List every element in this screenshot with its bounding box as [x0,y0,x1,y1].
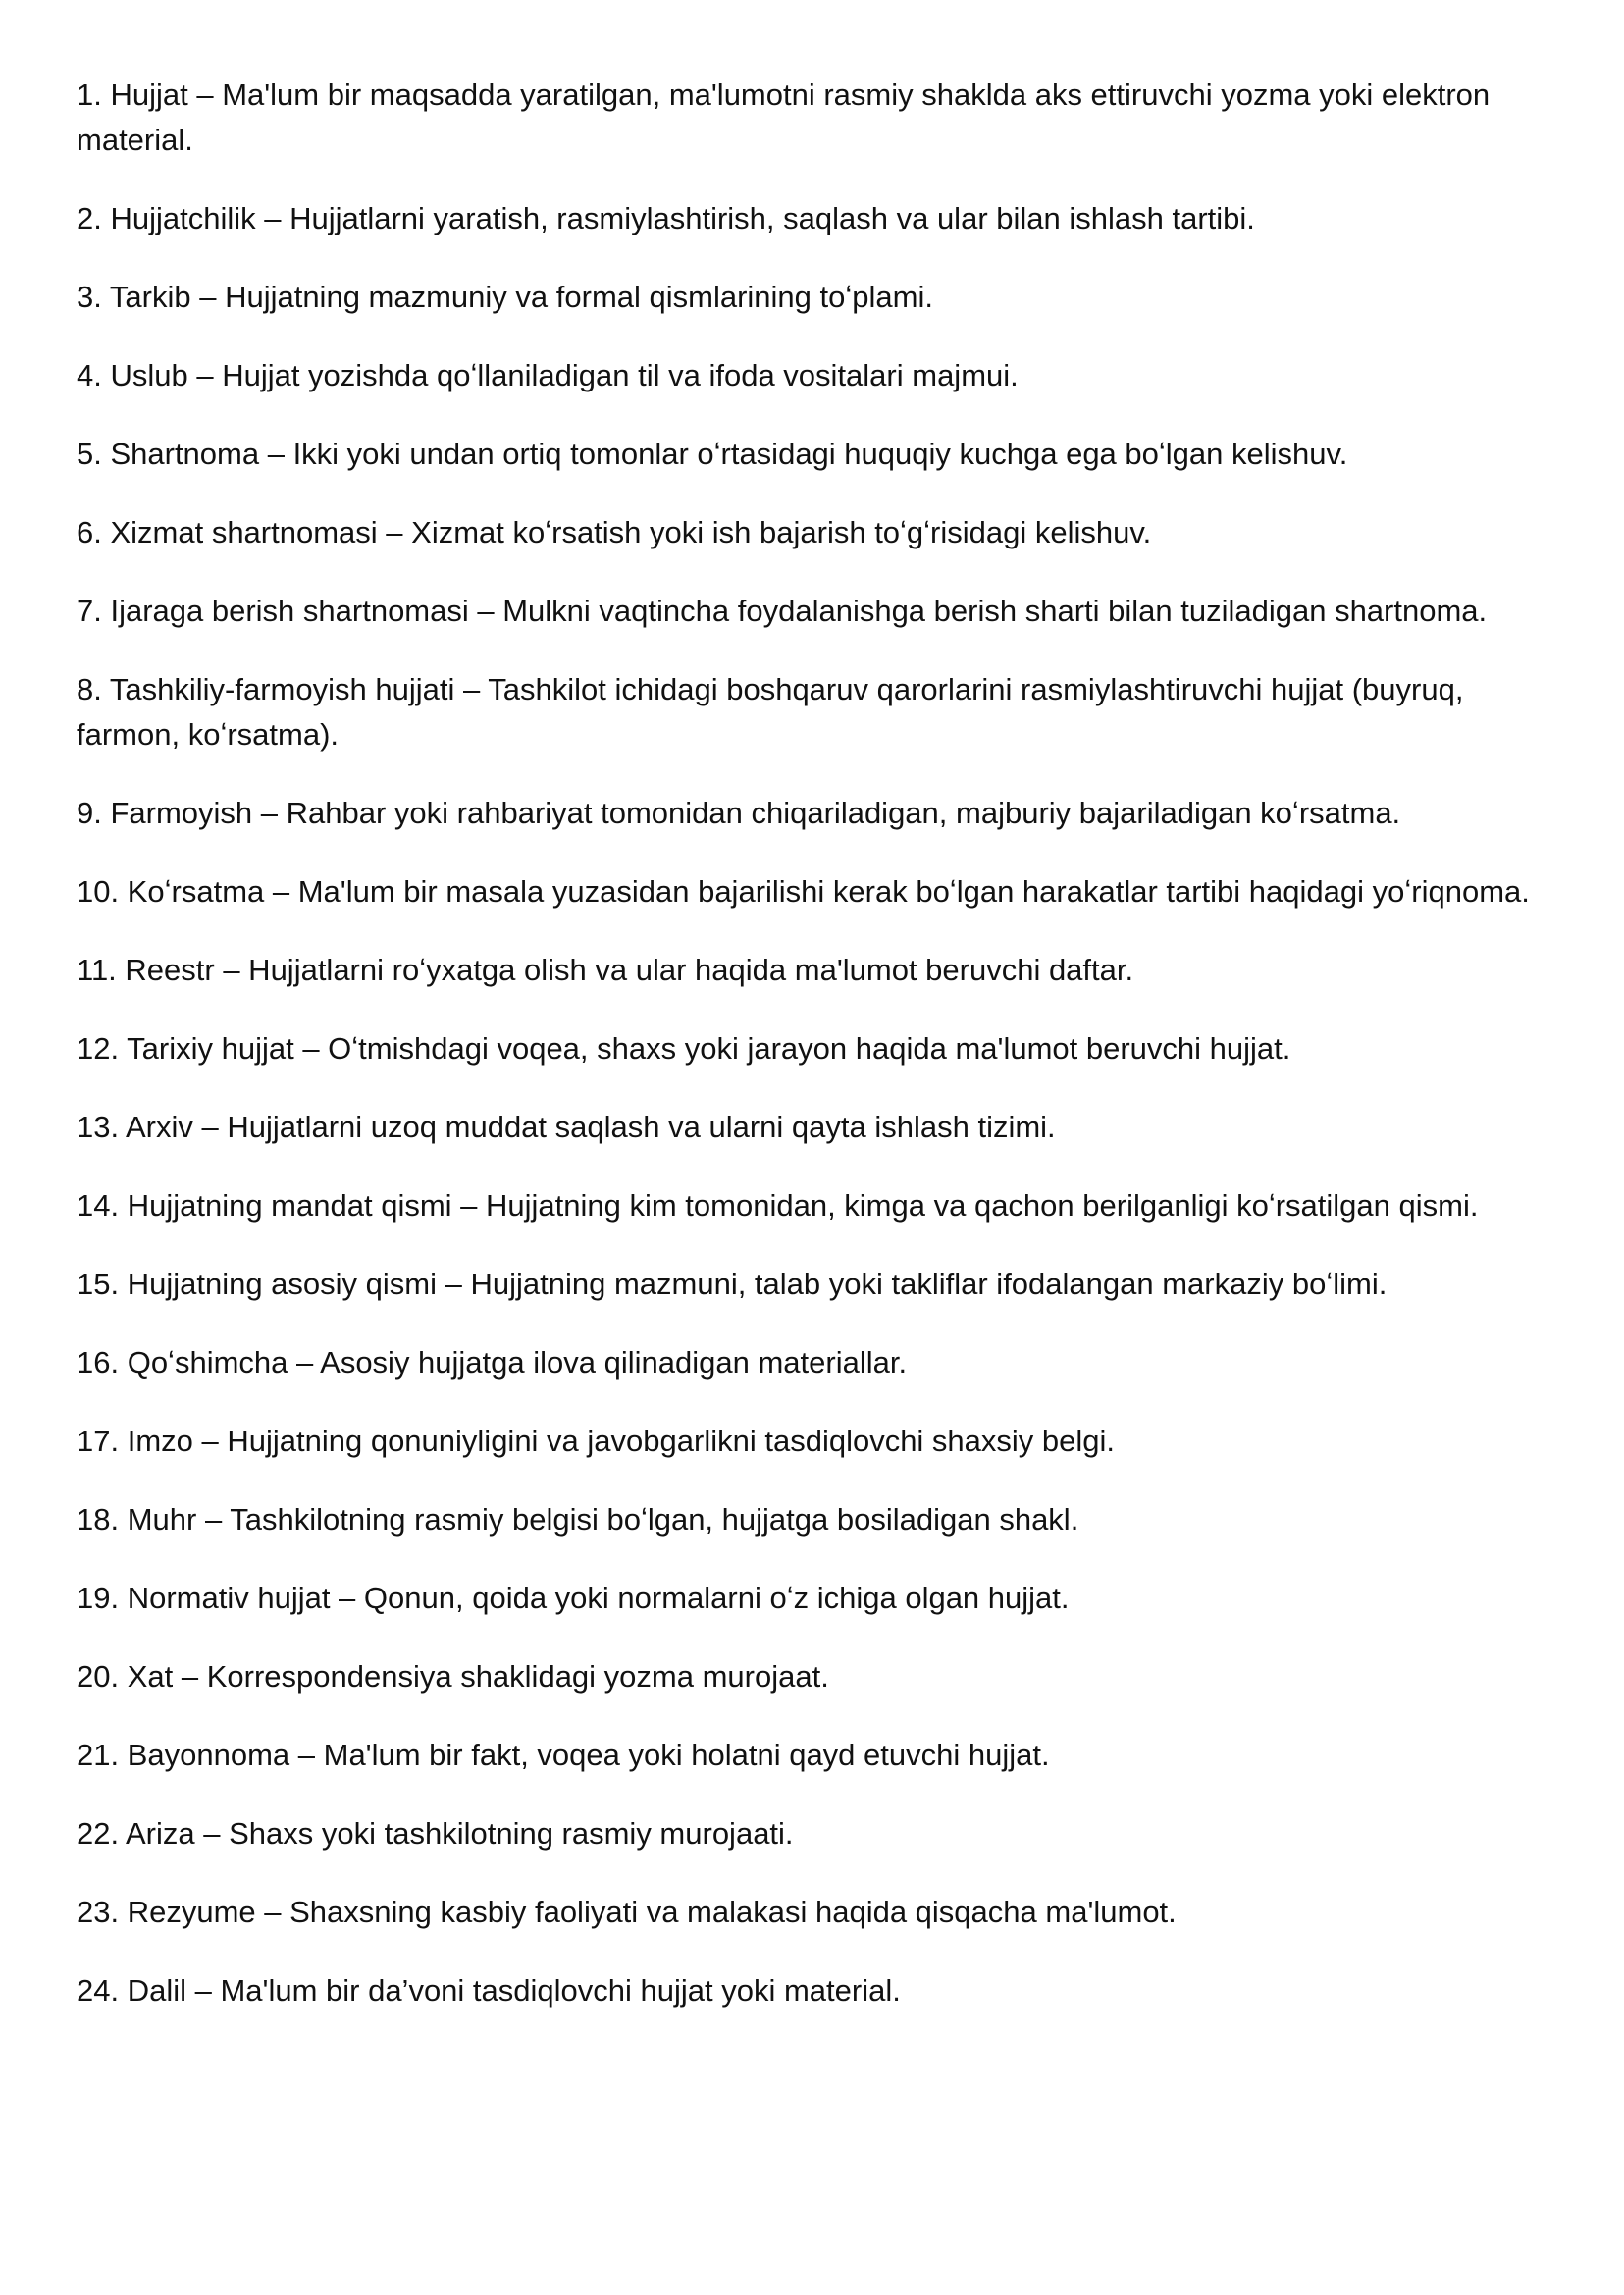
glossary-item: 6. Xizmat shartnomasi – Xizmat koʻrsatish yoki ish bajarish toʻgʻrisidagi kelishuv. [77,515,1152,549]
glossary-item: 12. Tarixiy hujjat – Oʻtmishdagi voqea, shaxs yoki jarayon haqida ma'lumot beruvchi hujjat. [77,1031,1291,1066]
glossary-item: 22. Ariza – Shaxs yoki tashkilotning rasmiy murojaati. [77,1816,794,1851]
glossary-item: 4. Uslub – Hujjat yozishda qoʻllaniladigan til va ifoda vositalari majmui. [77,358,1019,392]
glossary-item: 23. Rezyume – Shaxsning kasbiy faoliyati va malakasi haqida qisqacha ma'lumot. [77,1895,1177,1929]
glossary-item: 14. Hujjatning mandat qismi – Hujjatning kim tomonidan, kimga va qachon berilganligi koʻrsatilgan qismi. [77,1188,1479,1223]
glossary-item: 2. Hujjatchilik – Hujjatlarni yaratish, rasmiylashtirish, saqlash va ular bilan ishlash tartibi. [77,201,1255,235]
glossary-item: 8. Tashkiliy-farmoyish hujjati – Tashkilot ichidagi boshqaruv qarorlarini rasmiylashtiruvchi hujjat (buyruq, farmon, koʻrsatma). [77,672,1464,752]
glossary-item: 1. Hujjat – Ma'lum bir maqsadda yaratilgan, ma'lumotni rasmiy shaklda aks ettiruvchi yozma yoki elektron material. [77,78,1491,157]
glossary-item: 20. Xat – Korrespondensiya shaklidagi yozma murojaat. [77,1659,829,1694]
glossary-list [77,73,1548,2047]
glossary-item: 21. Bayonnoma – Ma'lum bir fakt, voqea yoki holatni qayd etuvchi hujjat. [77,1738,1050,1772]
glossary-item: 17. Imzo – Hujjatning qonuniyligini va javobgarlikni tasdiqlovchi shaxsiy belgi. [77,1424,1116,1458]
glossary-item: 18. Muhr – Tashkilotning rasmiy belgisi boʻlgan, hujjatga bosiladigan shakl. [77,1502,1079,1537]
glossary-item: 19. Normativ hujjat – Qonun, qoida yoki normalarni oʻz ichiga olgan hujjat. [77,1581,1070,1615]
glossary-item: 15. Hujjatning asosiy qismi – Hujjatning mazmuni, talab yoki takliflar ifodalangan markaziy boʻlimi. [77,1267,1388,1301]
glossary-item: 5. Shartnoma – Ikki yoki undan ortiq tomonlar oʻrtasidagi huquqiy kuchga ega boʻlgan kelishuv. [77,437,1348,471]
glossary-item: 3. Tarkib – Hujjatning mazmuniy va formal qismlarining toʻplami. [77,280,933,314]
glossary-item: 16. Qoʻshimcha – Asosiy hujjatga ilova qilinadigan materiallar. [77,1345,908,1380]
glossary-item: 13. Arxiv – Hujjatlarni uzoq muddat saqlash va ularni qayta ishlash tizimi. [77,1110,1056,1144]
glossary-item: 11. Reestr – Hujjatlarni roʻyxatga olish va ular haqida ma'lumot beruvchi daftar. [77,953,1134,987]
glossary-item: 9. Farmoyish – Rahbar yoki rahbariyat tomonidan chiqariladigan, majburiy bajariladigan koʻrsatma. [77,796,1401,830]
glossary-item: 7. Ijaraga berish shartnomasi – Mulkni vaqtincha foydalanishga berish sharti bilan tuziladigan shartnoma. [77,594,1488,628]
glossary-item: 10. Koʻrsatma – Ma'lum bir masala yuzasidan bajarilishi kerak boʻlgan harakatlar tartibi haqidagi yoʻriqnoma. [77,874,1530,909]
glossary-item: 24. Dalil – Ma'lum bir da’voni tasdiqlovchi hujjat yoki material. [77,1973,901,2008]
